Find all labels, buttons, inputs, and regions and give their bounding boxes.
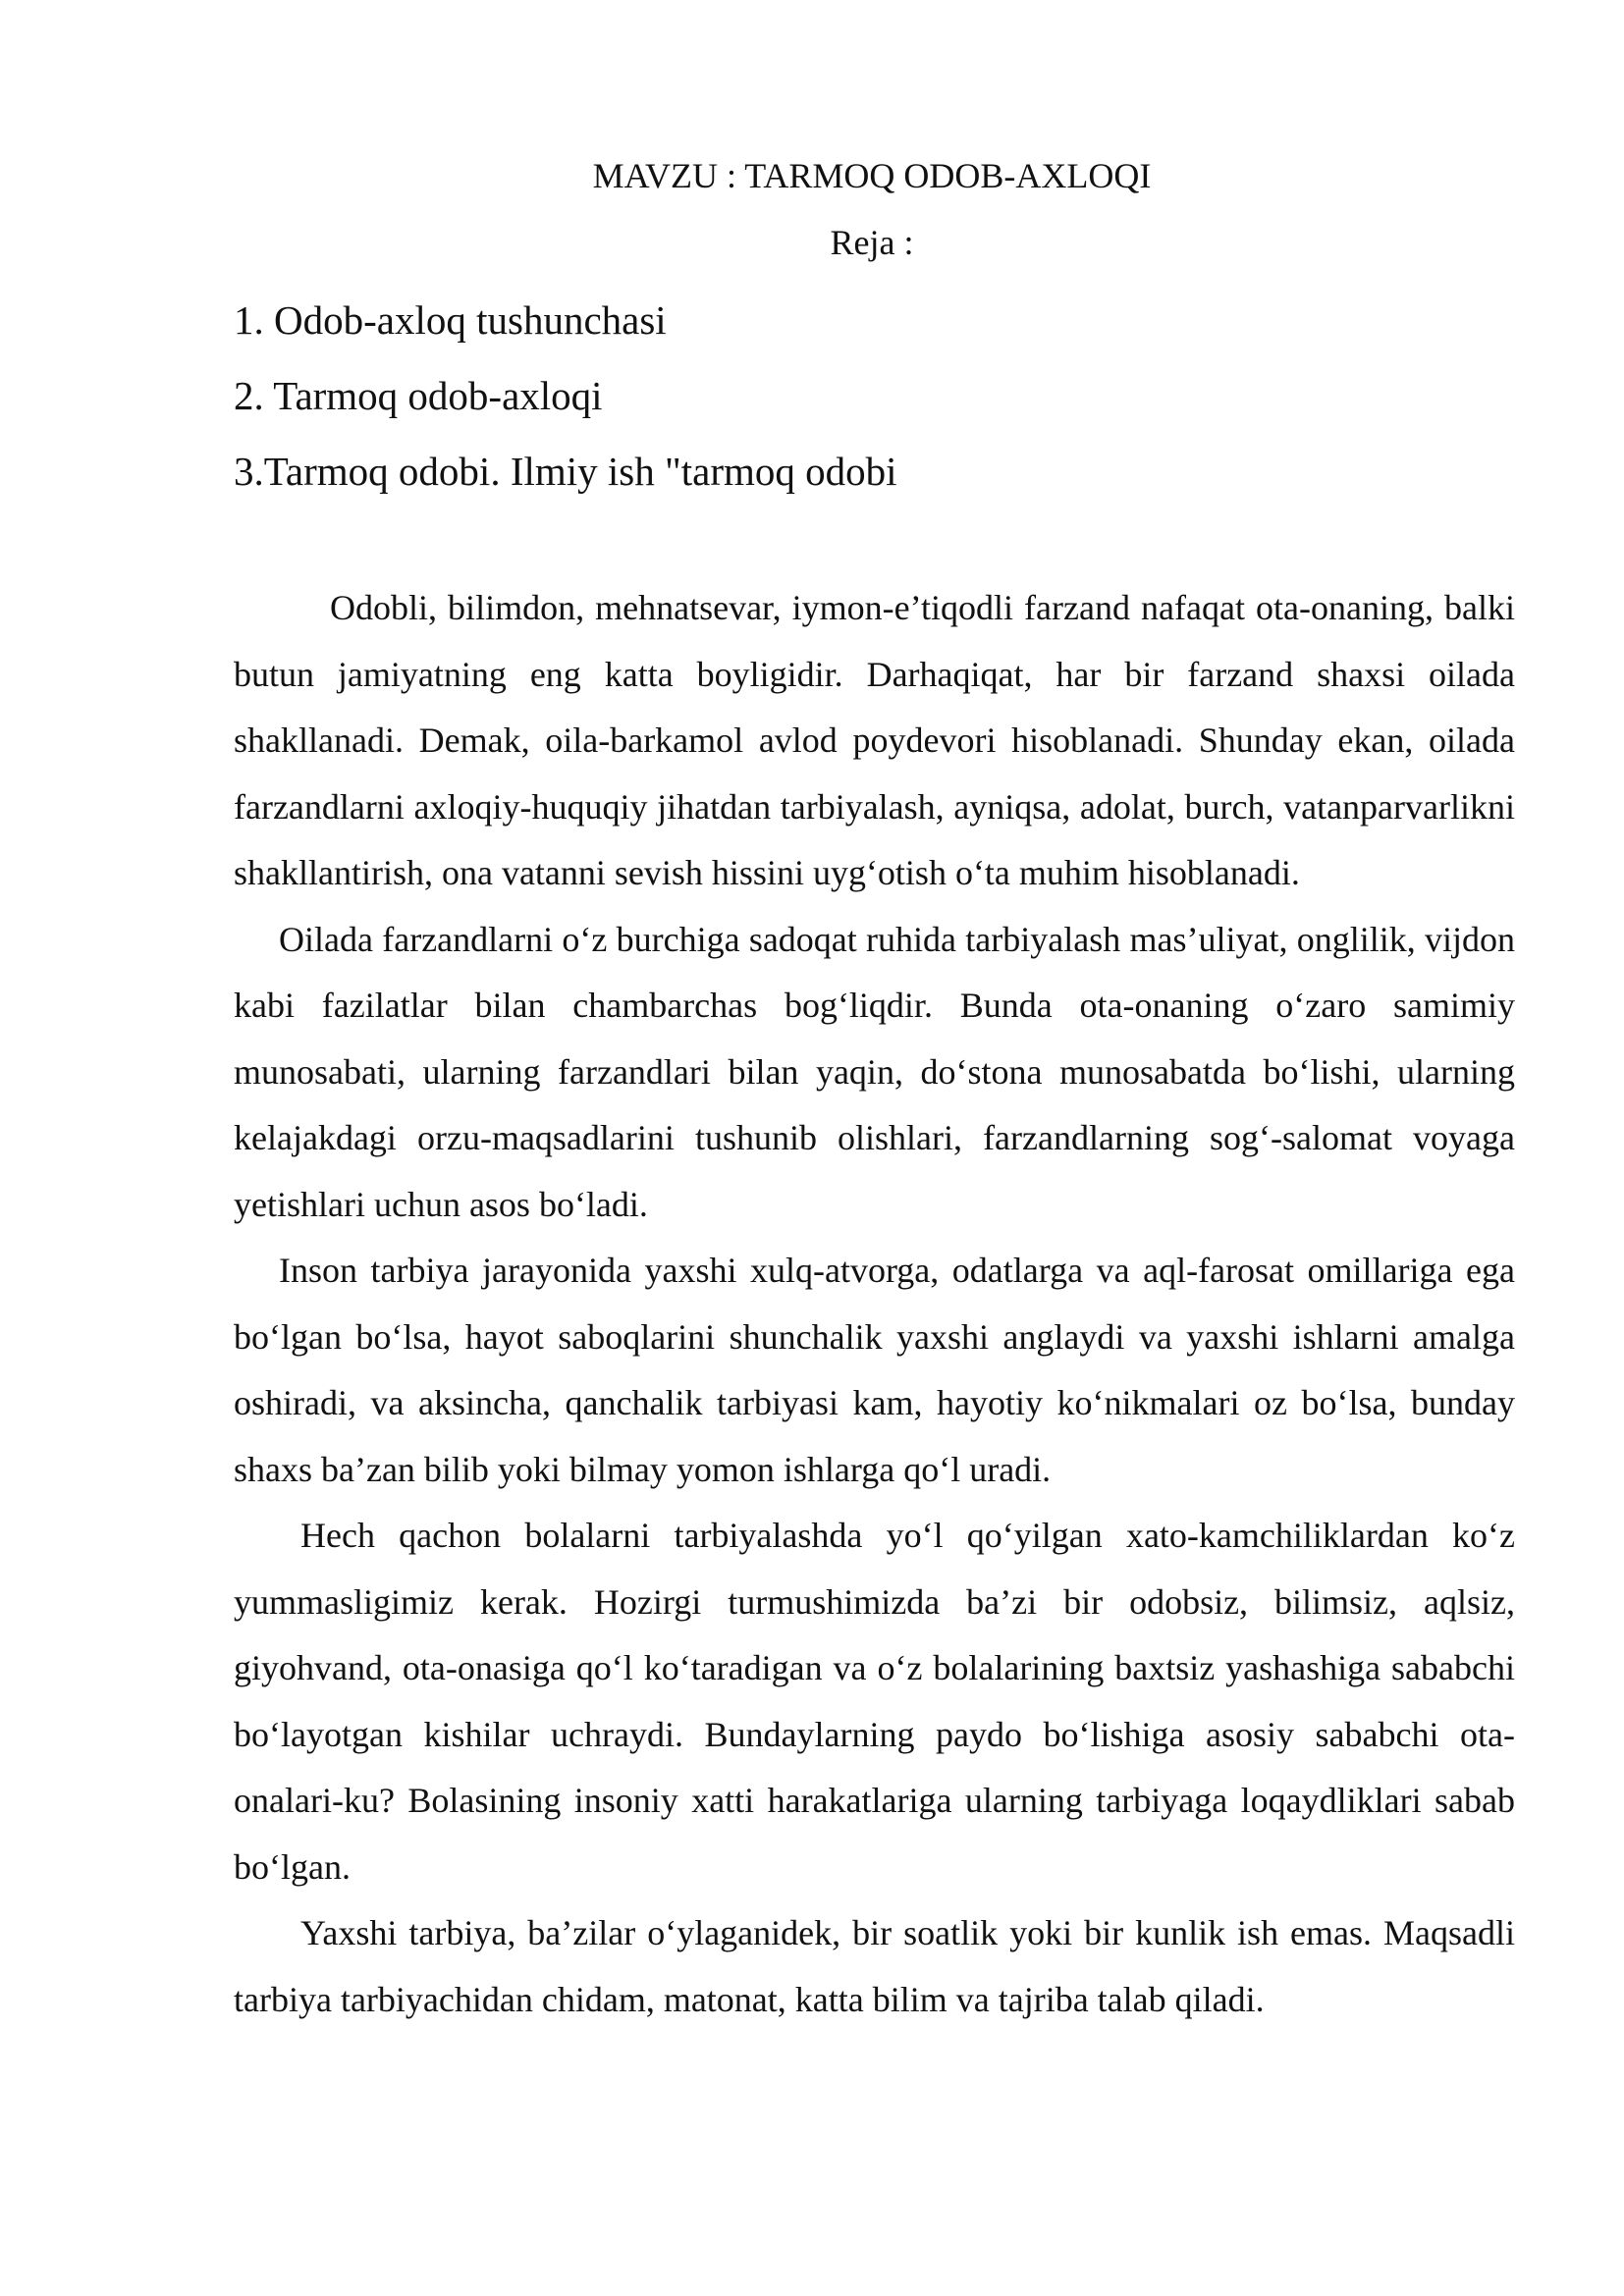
- plan-item: 3.Tarmoq odobi. Ilmiy ish "tarmoq odobi: [234, 449, 897, 494]
- document-body: [234, 575, 1515, 2033]
- paragraph: Oilada farzandlarni o‘z burchiga sadoqat ruhida tarbiyalash mas’uliyat, onglilik, vijdon kabi fazilatlar bilan chambarchas bog‘liqdir. Bunda ota-onaning o‘zaro samimiy munosabati, ularning farzandlari bilan yaqin, do‘stona munosabatda bo‘lishi, ularning kelajakdagi orzu-maqsadlarini tushunib olishlari, farzandlarning sog‘-salomat voyaga yetishlari uchun asos bo‘ladi.: [234, 919, 1515, 1224]
- paragraph: Hech qachon bolalarni tarbiyalashda yo‘l qo‘yilgan xato-kamchiliklardan ko‘z yummasligimiz kerak. Hozirgi turmushimizda ba’zi bir odobsiz, bilimsiz, aqlsiz, giyohvand, ota-onasiga qo‘l ko‘taradigan va o‘z bolalarining baxtsiz yashashiga sababchi bo‘layotgan kishilar uchraydi. Bundaylarning paydo bo‘lishiga asosiy sababchi ota-onalari-ku? Bolasining insoniy xatti harakatlariga ularning tarbiyaga loqaydliklari sabab bo‘lgan.: [234, 1516, 1515, 1887]
- paragraph: Yaxshi tarbiya, ba’zilar o‘ylaganidek, bir soatlik yoki bir kunlik ish emas. Maqsadli tarbiya tarbiyachidan chidam, matonat, katta bilim va tajriba talab qiladi.: [234, 1913, 1515, 2019]
- plan-list: [234, 283, 897, 509]
- plan-item: 2. Tarmoq odob-axloqi: [234, 373, 603, 418]
- paragraph: Odobli, bilimdon, mehnatsevar, iymon-e’tiqodli farzand nafaqat ota-onaning, balki butun jamiyatning eng katta boyligidir. Darhaqiqat, har bir farzand shaxsi oilada shakllanadi. Demak, oila-barkamol avlod poydevori hisoblanadi. Shunday ekan, oilada farzandlarni axloqiy-huquqiy jihatdan tarbiyalash, ayniqsa, adolat, burch, vatanparvarlikni shakllantirish, ona vatanni sevish hissini uyg‘otish o‘ta muhim hisoblanadi.: [234, 588, 1515, 892]
- plan-item: 1. Odob-axloq tushunchasi: [234, 297, 667, 343]
- plan-heading: Reja :: [830, 223, 914, 262]
- document-title: MAVZU : TARMOQ ODOB-AXLOQI: [592, 156, 1152, 195]
- paragraph: Inson tarbiya jarayonida yaxshi xulq-atvorga, odatlarga va aql-farosat omillariga ega bo‘lgan bo‘lsa, hayot saboqlarini shunchalik yaxshi anglaydi va yaxshi ishlarni amalga oshiradi, va aksincha, qanchalik tarbiyasi kam, hayotiy ko‘nikmalari oz bo‘lsa, bunday shaxs ba’zan bilib yoki bilmay yomon ishlarga qo‘l uradi.: [234, 1251, 1515, 1489]
